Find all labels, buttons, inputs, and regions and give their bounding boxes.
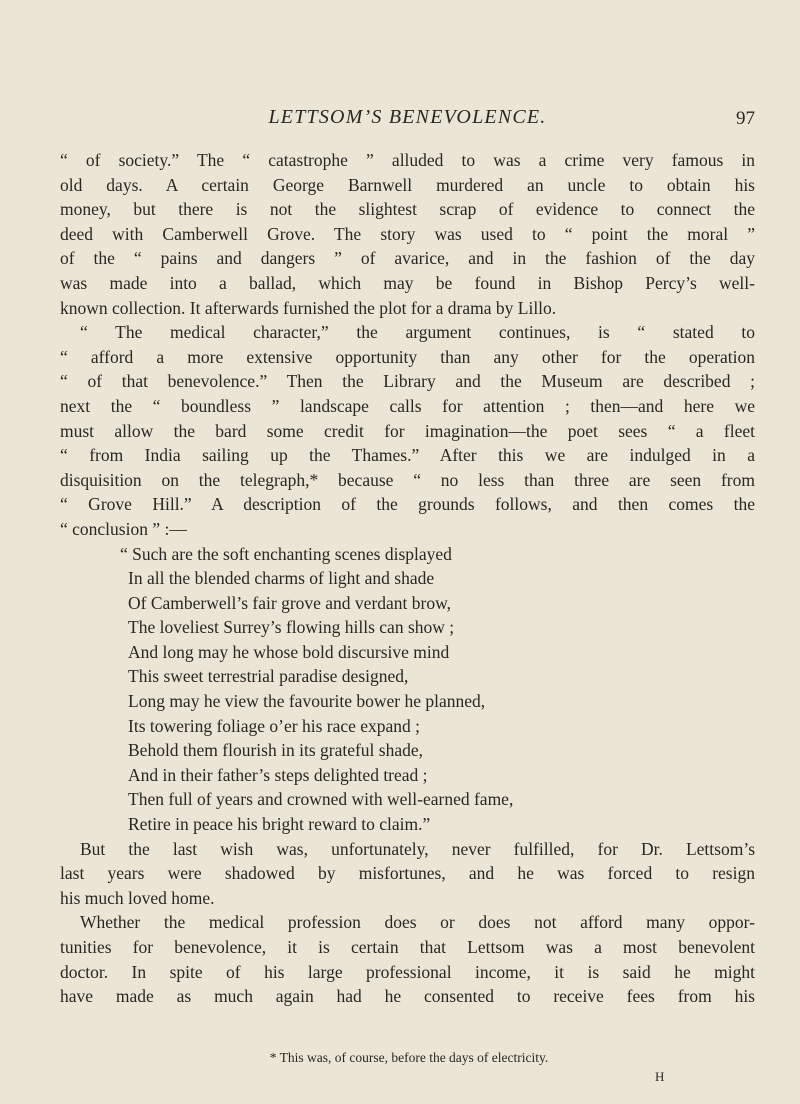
verse-line: Retire in peace his bright reward to claim.” (128, 814, 431, 835)
verse-line: Behold them flourish in its grateful shade, (128, 740, 424, 761)
text-line: doctor. In spite of his large professional income, it is said he might (60, 961, 755, 982)
page-header (60, 104, 755, 134)
verse-line: Its towering foliage o’er his race expand ; (128, 715, 421, 736)
text-line: was made into a ballad, which may be found in Bishop Percy’s well- (60, 272, 755, 293)
text-line: “ Grove Hill.” A description of the grounds follows, and then comes the (60, 494, 755, 515)
text-line: deed with Camberwell Grove. The story was used to “ point the moral ” (60, 223, 755, 244)
text-line: last years were shadowed by misfortunes, and he was forced to resign (60, 863, 755, 884)
text-line: tunities for benevolence, it is certain that Lettsom was a most benevolent (60, 937, 755, 957)
text-line: have made as much again had he consented to receive fees from his (60, 986, 755, 1007)
paragraph (60, 910, 755, 1008)
text-line: “ of that benevolence.” Then the Library and the Museum are described ; (60, 371, 755, 392)
signature-mark: H (655, 1069, 665, 1084)
paragraph (60, 320, 755, 541)
verse-line: Long may he view the favourite bower he planned, (128, 691, 486, 712)
text-line: his much loved home. (60, 887, 215, 908)
verse-line: The loveliest Surrey’s flowing hills can show ; (128, 617, 455, 638)
text-line: “ The medical character,” the argument continues, is “ stated to (80, 322, 755, 343)
text-line: “ conclusion ” :— (60, 518, 187, 539)
text-line: “ from India sailing up the Thames.” After this we are indulged in a (60, 445, 755, 466)
page-number: 97 (736, 108, 755, 129)
text-line: must allow the bard some credit for imagination—the poet sees “ a fleet (60, 420, 755, 441)
verse-line: “ Such are the soft enchanting scenes displayed (120, 543, 452, 564)
text-line: of the “ pains and dangers ” of avarice, and in the fashion of the day (60, 248, 755, 269)
paragraph (60, 148, 755, 320)
text-line: next the “ boundless ” landscape calls for attention ; then—and here we (60, 395, 755, 416)
verse-line: And in their father’s steps delighted tread ; (128, 764, 428, 785)
text-line: old days. A certain George Barnwell murdered an uncle to obtain his (60, 174, 755, 195)
verse-line: And long may he whose bold discursive mind (128, 641, 450, 662)
text-line: disquisition on the telegraph,* because “ no less than three are seen from (60, 469, 755, 490)
body-text (60, 148, 755, 1009)
text-line: “ of society.” The “ catastrophe ” alluded to was a crime very famous in (60, 150, 755, 170)
text-line: known collection. It afterwards furnished the plot for a drama by Lillo. (60, 297, 557, 318)
verse-line: This sweet terrestrial paradise designed, (128, 666, 409, 687)
footnote: * This was, of course, before the days of electricity. (269, 1050, 549, 1065)
text-line: Whether the medical profession does or does not afford many oppor- (80, 912, 755, 933)
verse-line: In all the blended charms of light and shade (128, 568, 435, 589)
paragraph (60, 837, 755, 911)
verse-line: Of Camberwell’s fair grove and verdant brow, (128, 592, 451, 613)
verse-line: Then full of years and crowned with well-earned fame, (128, 789, 514, 810)
verse-quotation (60, 542, 755, 837)
text-line: “ afford a more extensive opportunity than any other for the operation (60, 346, 755, 367)
text-line: But the last wish was, unfortunately, never fulfilled, for Dr. Lettsom’s (80, 838, 755, 859)
text-line: money, but there is not the slightest scrap of evidence to connect the (60, 199, 755, 220)
running-head: LETTSOM’S BENEVOLENCE. (268, 106, 547, 128)
